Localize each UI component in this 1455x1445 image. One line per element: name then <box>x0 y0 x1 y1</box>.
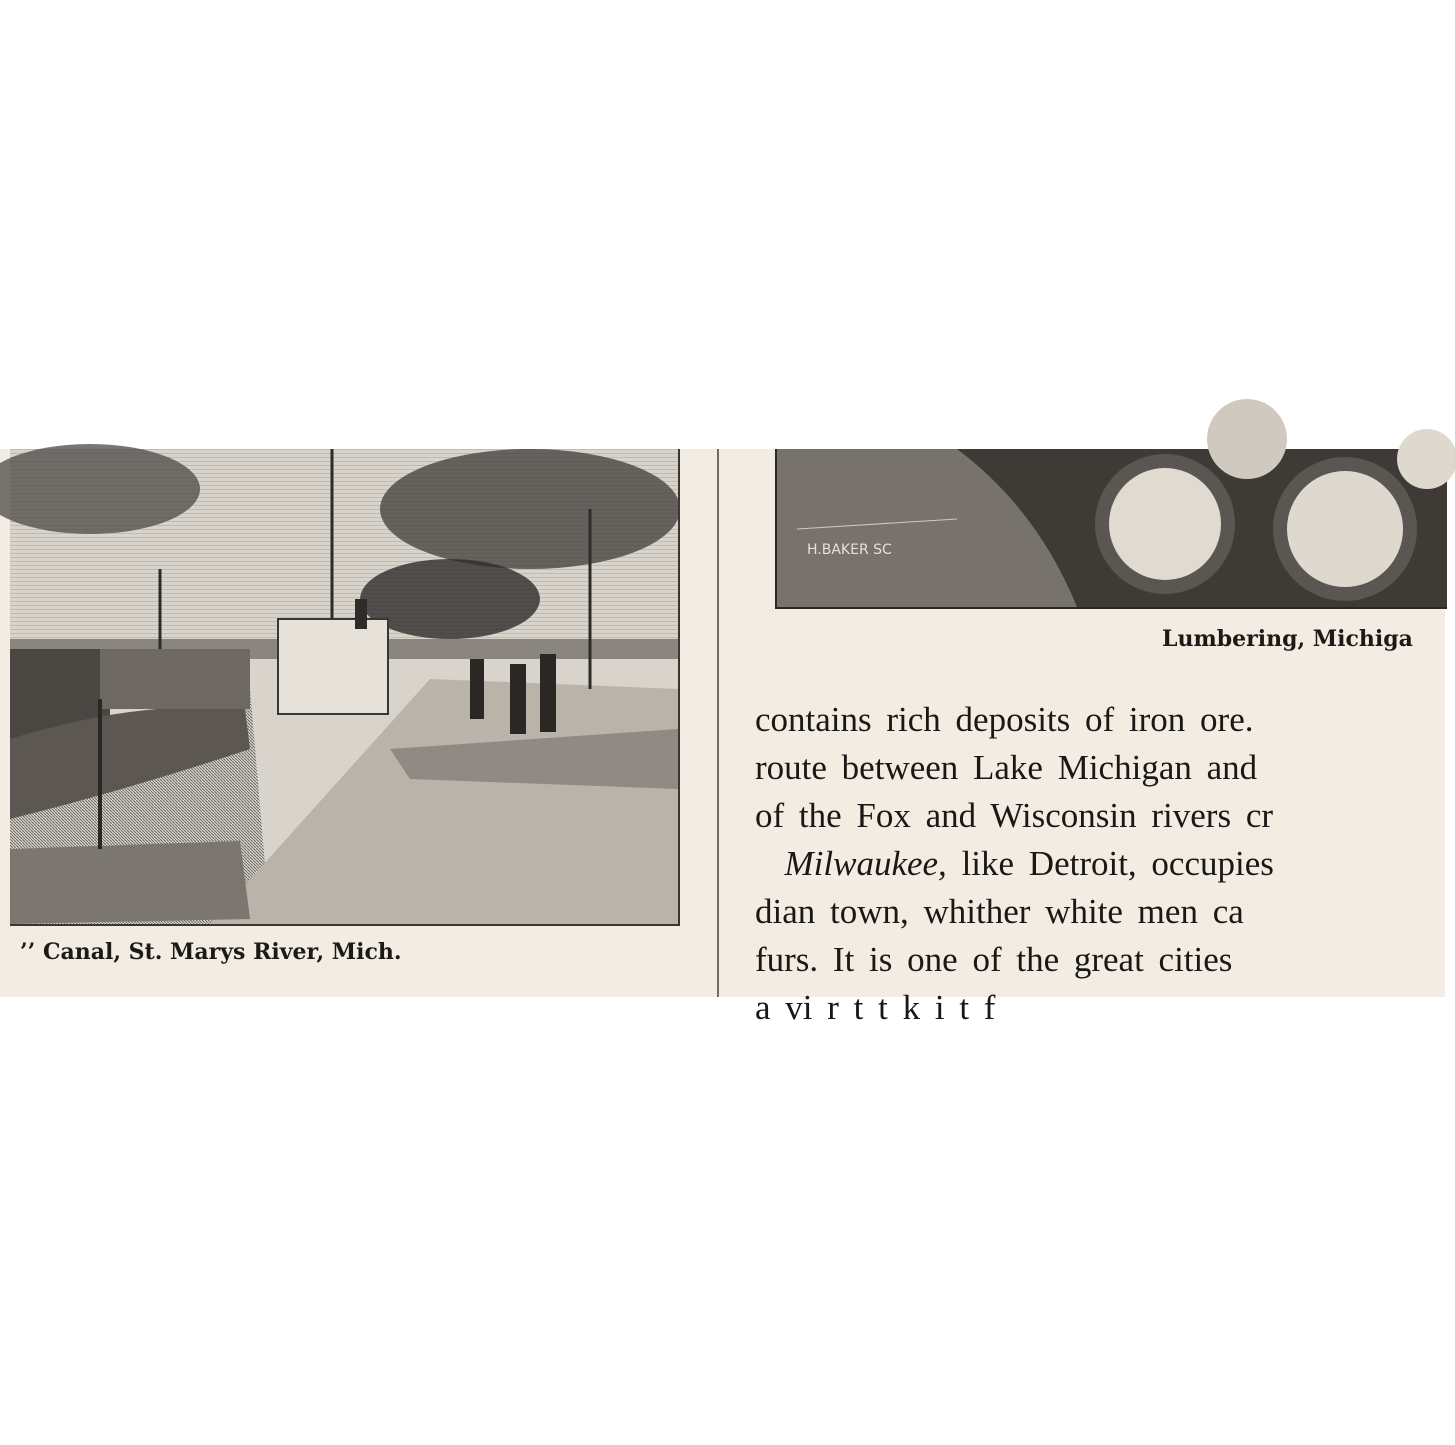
text-line: route between Lake Michigan and <box>755 748 1258 787</box>
cut-text-line: a vi r t t k i t f <box>755 988 996 1027</box>
engraver-signature: H.BAKER SC <box>807 542 892 558</box>
article-text <box>755 696 1455 1027</box>
page-fold <box>717 449 719 997</box>
canal-caption: ’’ Canal, St. Marys River, Mich. <box>20 939 402 965</box>
text-line: of the Fox and Wisconsin rivers cr <box>755 796 1274 835</box>
lumbering-engraving <box>775 449 1447 609</box>
text-line: furs. It is one of the great cities <box>755 940 1233 979</box>
lumbering-caption: Lumbering, Michiga <box>1162 626 1413 652</box>
city-name: Milwaukee, <box>784 844 947 883</box>
text-line: contains rich deposits of iron ore. <box>755 700 1254 739</box>
canal-engraving <box>10 449 680 926</box>
text-line <box>755 840 1455 888</box>
clipping <box>0 449 1445 1027</box>
text-line: dian town, whither white men ca <box>755 892 1244 931</box>
text-run: like Detroit, occupies <box>946 844 1274 883</box>
